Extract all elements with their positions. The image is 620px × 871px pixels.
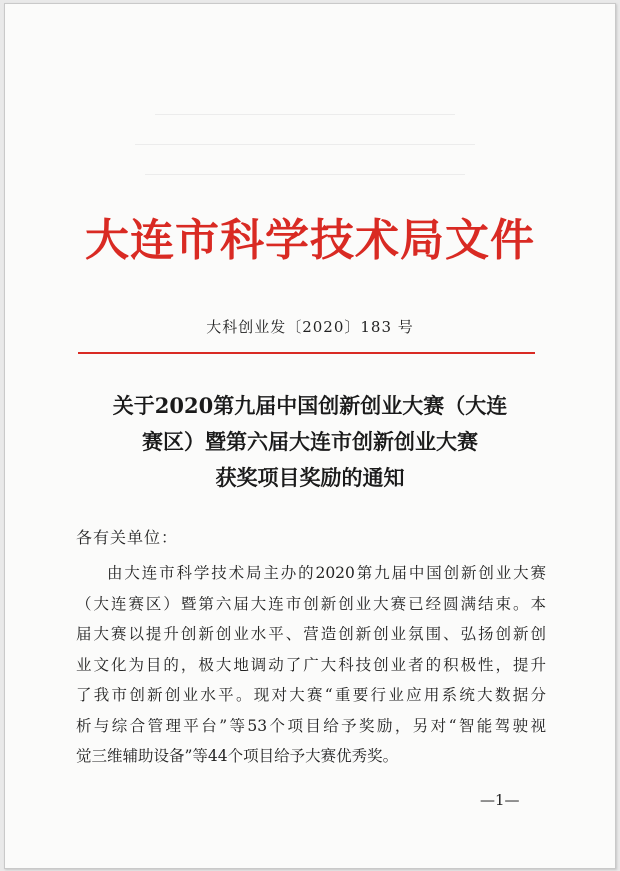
page-number: —1—	[480, 791, 520, 809]
notice-title-line: 获奖项目奖励的通知	[215, 465, 405, 490]
bleed-through-line	[135, 144, 475, 145]
document-number: 大科创业发〔2020〕183 号	[206, 318, 414, 336]
body-line: 业文化为目的，极大地调动了广大科技创业者的积极性，提升	[76, 655, 546, 674]
addressee: 各有关单位：	[76, 528, 179, 547]
body-line: 了我市创新创业水平。现对大赛“重要行业应用系统大数据分	[76, 686, 546, 704]
agency-header-title: 大连市科学技术局文件	[85, 215, 535, 266]
notice-title-line: 关于2020第九届中国创新创业大赛（大连	[112, 393, 508, 418]
body-paragraph	[76, 558, 546, 772]
body-line: （大连赛区）暨第六届大连市创新创业大赛已经圆满结束。本	[76, 594, 546, 613]
body-line: 觉三维辅助设备”等44个项目给予大赛优秀奖。	[76, 747, 399, 765]
bleed-through-line	[145, 174, 465, 175]
body-line: 届大赛以提升创新创业水平、营造创新创业氛围、弘扬创新创	[76, 625, 546, 643]
notice-title	[60, 388, 560, 496]
body-line: 由大连市科学技术局主办的2020第九届中国创新创业大赛	[107, 564, 546, 582]
notice-title-line: 赛区）暨第六届大连市创新创业大赛	[142, 429, 478, 454]
bleed-through-line	[155, 114, 455, 115]
body-line: 析与综合管理平台”等53个项目给予奖励，另对“智能驾驶视	[76, 716, 546, 735]
red-divider-rule	[78, 352, 535, 354]
